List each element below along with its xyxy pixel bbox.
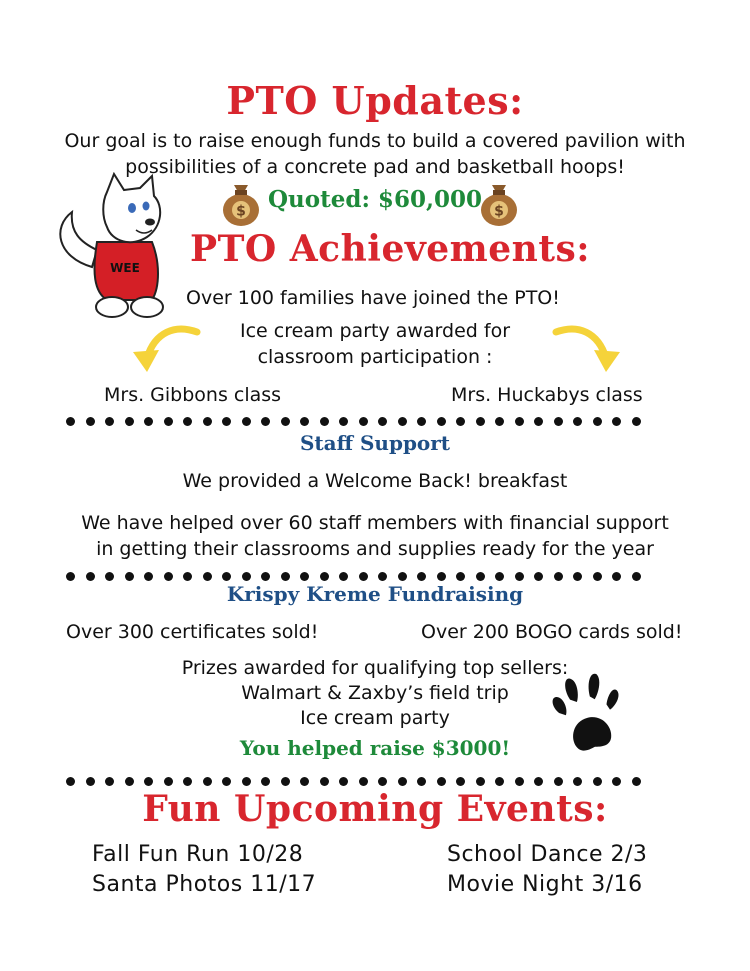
- ice-cream-line-2: classroom participation :: [257, 346, 493, 368]
- goal-line-1: Our goal is to raise enough funds to build a covered pavilion with: [64, 130, 686, 152]
- goal-line-2: possibilities of a concrete pad and basketball hoops!: [125, 156, 625, 178]
- certificates-sold: Over 300 certificates sold!: [66, 621, 319, 643]
- paw-print-icon: [546, 668, 626, 758]
- ice-cream-line-1: Ice cream party awarded for: [239, 320, 511, 342]
- class-left: Mrs. Gibbons class: [104, 384, 282, 406]
- class-right: Mrs. Huckabys class: [451, 384, 643, 406]
- prizes-title: Prizes awarded for qualifying top sellers:: [181, 657, 569, 679]
- staff-support-line-2: in getting their classrooms and supplies ready for the year: [96, 538, 654, 560]
- svg-text:WEE: WEE: [110, 261, 140, 275]
- bogo-cards-sold: Over 200 BOGO cards sold!: [421, 621, 683, 643]
- families-joined: Over 100 families have joined the PTO!: [186, 287, 560, 309]
- events-title: Fun Upcoming Events:: [142, 788, 608, 830]
- breakfast-text: We provided a Welcome Back! breakfast: [182, 470, 568, 492]
- svg-text:$: $: [494, 203, 504, 220]
- staff-support-title: Staff Support: [299, 431, 451, 455]
- achievements-title: PTO Achievements:: [190, 228, 591, 270]
- money-bag-icon: [476, 177, 522, 227]
- updates-title: PTO Updates:: [226, 78, 524, 123]
- husky-mascot-icon: [52, 172, 187, 322]
- prize-ice-cream: Ice cream party: [300, 707, 450, 729]
- event-santa-photos: Santa Photos 11/17: [92, 872, 317, 897]
- event-fall-fun-run: Fall Fun Run 10/28: [92, 842, 304, 867]
- event-school-dance: School Dance 2/3: [447, 842, 648, 867]
- money-bag-icon: [218, 177, 264, 227]
- curved-arrow-right-icon: [548, 320, 628, 380]
- quoted-amount: Quoted: $60,000: [268, 186, 482, 213]
- event-movie-night: Movie Night 3/16: [447, 872, 643, 897]
- dotted-divider: [66, 566, 686, 578]
- prize-field-trip: Walmart & Zaxby’s field trip: [241, 682, 509, 704]
- raised-amount: You helped raise $3000!: [239, 736, 511, 760]
- krispy-kreme-title: Krispy Kreme Fundraising: [226, 582, 524, 606]
- curved-arrow-left-icon: [125, 320, 205, 380]
- svg-text:$: $: [236, 203, 246, 220]
- staff-support-line-1: We have helped over 60 staff members with financial support: [81, 512, 669, 534]
- dotted-divider: [66, 411, 686, 423]
- dotted-divider: [66, 771, 686, 783]
